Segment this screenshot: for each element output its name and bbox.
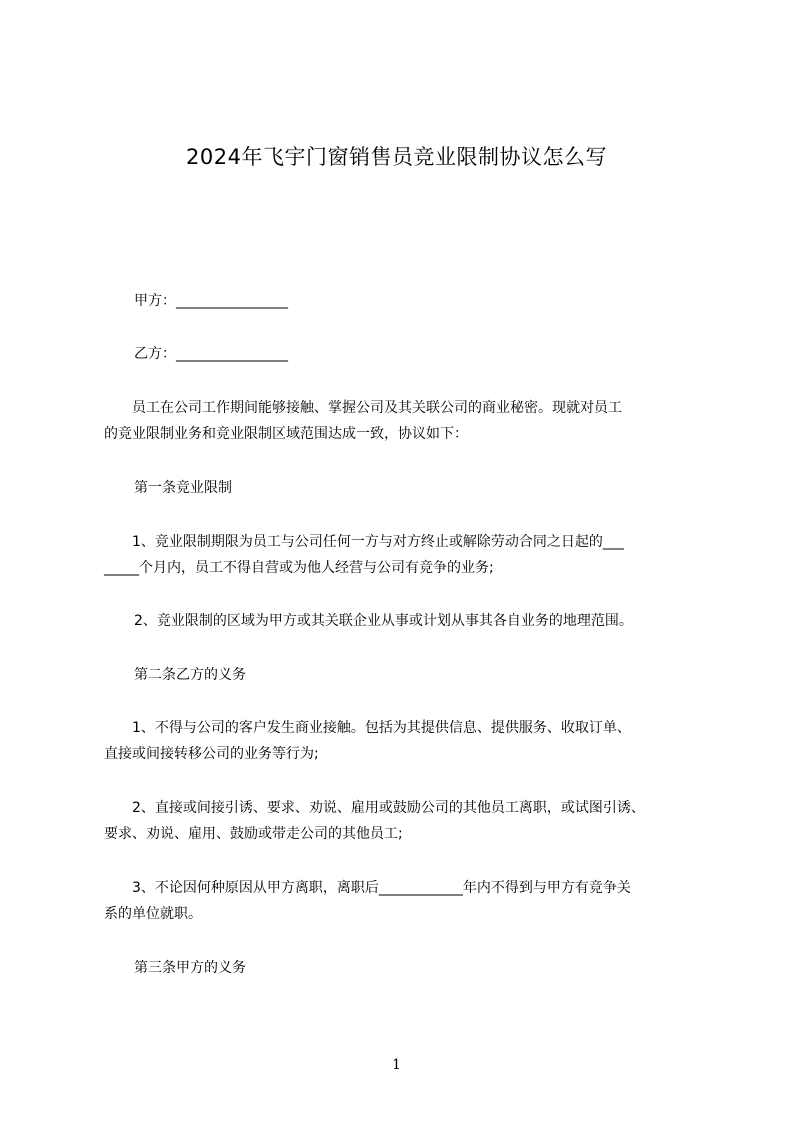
article-1-item-1-line-1: 1、竞业限制期限为员工与公司任何一方与对方终止或解除劳动合同之日起的___ [132, 534, 624, 550]
article-2-heading [104, 662, 710, 688]
party-b-line [104, 341, 710, 367]
article-1-item-2-text: 2、竞业限制的区域为甲方或其关联企业从事或计划从事其各自业务的地理范围。 [134, 613, 633, 629]
article-2-item-1-line-1: 1、不得与公司的客户发生商业接触。包括为其提供信息、提供服务、收取订单、 [132, 720, 631, 736]
article-2-item-2 [104, 795, 710, 847]
article-3-heading [104, 955, 710, 981]
article-2-item-3-line-2: 系的单位就职。 [104, 906, 202, 922]
article-1-item-2 [104, 608, 710, 634]
article-2-item-3 [104, 875, 710, 927]
intro-paragraph [104, 395, 710, 447]
party-b-text: 乙方：________________ [134, 346, 288, 362]
party-a-line [104, 288, 710, 314]
article-2-item-2-line-2: 要求、劝说、雇用、鼓励或带走公司的其他员工; [104, 826, 403, 842]
intro-line-2: 的竞业限制业务和竞业限制区域范围达成一致，协议如下： [104, 426, 468, 442]
article-3-heading-text: 第三条甲方的义务 [134, 960, 246, 976]
document-title: 2024年飞宇门窗销售员竞业限制协议怎么写 [186, 145, 607, 169]
article-1-item-1 [104, 529, 710, 581]
article-2-heading-text: 第二条乙方的义务 [134, 667, 246, 683]
article-1-heading-text: 第一条竞业限制 [134, 480, 232, 496]
article-1-item-1-line-2: _____个月内，员工不得自营或为他人经营与公司有竞争的业务; [104, 560, 494, 576]
article-2-item-2-line-1: 2、直接或间接引诱、要求、劝说、雇用或鼓励公司的其他员工离职，或试图引诱、 [132, 800, 645, 816]
article-2-item-3-line-1: 3、不论因何种原因从甲方离职，离职后____________年内不得到与甲方有竞争关 [132, 880, 631, 896]
article-2-item-1 [104, 715, 710, 767]
article-1-heading [104, 475, 710, 501]
intro-line-1: 员工在公司工作期间能够接触、掌握公司及其关联公司的商业秘密。现就对员工 [132, 400, 622, 416]
party-a-text: 甲方：________________ [134, 293, 288, 309]
article-2-item-1-line-2: 直接或间接转移公司的业务等行为; [104, 746, 319, 762]
page-number: 1 [392, 1057, 401, 1073]
